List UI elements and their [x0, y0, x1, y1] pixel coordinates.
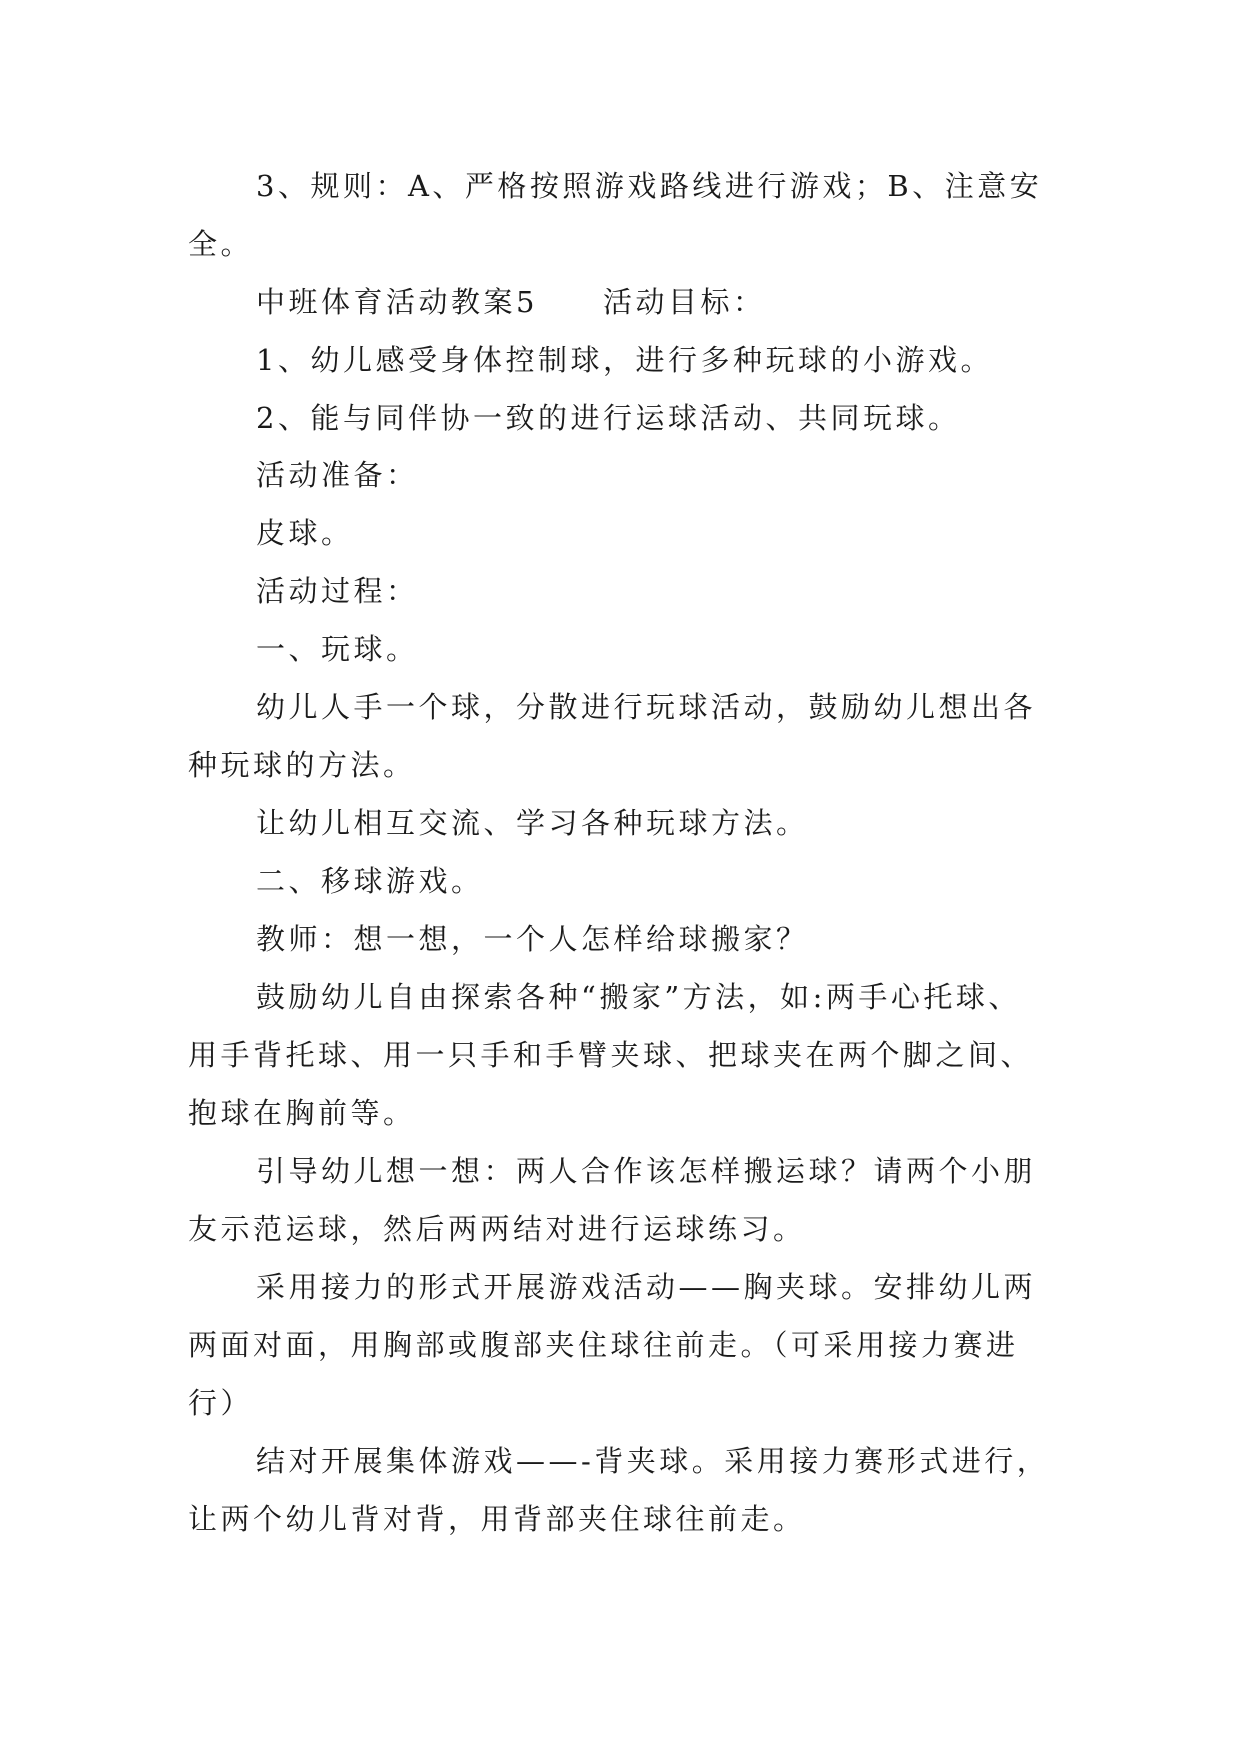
paragraph-line: 教师：想一想，一个人怎样给球搬家？ [256, 922, 809, 956]
rule-line-continued: 全。 [188, 227, 254, 261]
paragraph-line: 种玩球的方法。 [188, 748, 416, 782]
section-heading: 中班体育活动教案5 活动目标： [256, 285, 766, 319]
paragraph-line: 鼓励幼儿自由探索各种“搬家”方法，如:两手心托球、 [256, 980, 1021, 1014]
step-two-heading: 二、移球游戏。 [256, 864, 484, 898]
paragraph-line: 采用接力的形式开展游戏活动——胸夹球。安排幼儿两 [256, 1270, 1037, 1304]
paragraph-line: 引导幼儿想一想：两人合作该怎样搬运球？请两个小朋 [256, 1154, 1037, 1188]
process-heading: 活动过程： [256, 574, 419, 608]
goal-item-2: 2、能与同伴协一致的进行运球活动、共同玩球。 [256, 401, 961, 435]
goal-item-1: 1、幼儿感受身体控制球，进行多种玩球的小游戏。 [256, 343, 993, 377]
paragraph-line: 幼儿人手一个球，分散进行玩球活动，鼓励幼儿想出各 [256, 690, 1037, 724]
paragraph-line: 友示范运球，然后两两结对进行运球练习。 [188, 1212, 806, 1246]
paragraph-line: 抱球在胸前等。 [188, 1096, 416, 1130]
rule-line: 3、规则：A、严格按照游戏路线进行游戏；B、注意安 [256, 169, 1043, 203]
paragraph-line: 结对开展集体游戏——-背夹球。采用接力赛形式进行， [256, 1444, 1050, 1478]
paragraph-line: 行） [188, 1386, 254, 1420]
paragraph-line: 两面对面，用胸部或腹部夹住球往前走。（可采用接力赛进 [188, 1328, 1019, 1362]
preparation-heading: 活动准备： [256, 458, 419, 492]
paragraph-line: 让幼儿相互交流、学习各种玩球方法。 [256, 806, 809, 840]
preparation-text: 皮球。 [256, 516, 354, 550]
step-one-heading: 一、玩球。 [256, 632, 419, 666]
paragraph-line: 让两个幼儿背对背，用背部夹住球往前走。 [188, 1502, 806, 1536]
paragraph-line: 用手背托球、用一只手和手臂夹球、把球夹在两个脚之间、 [188, 1038, 1034, 1072]
